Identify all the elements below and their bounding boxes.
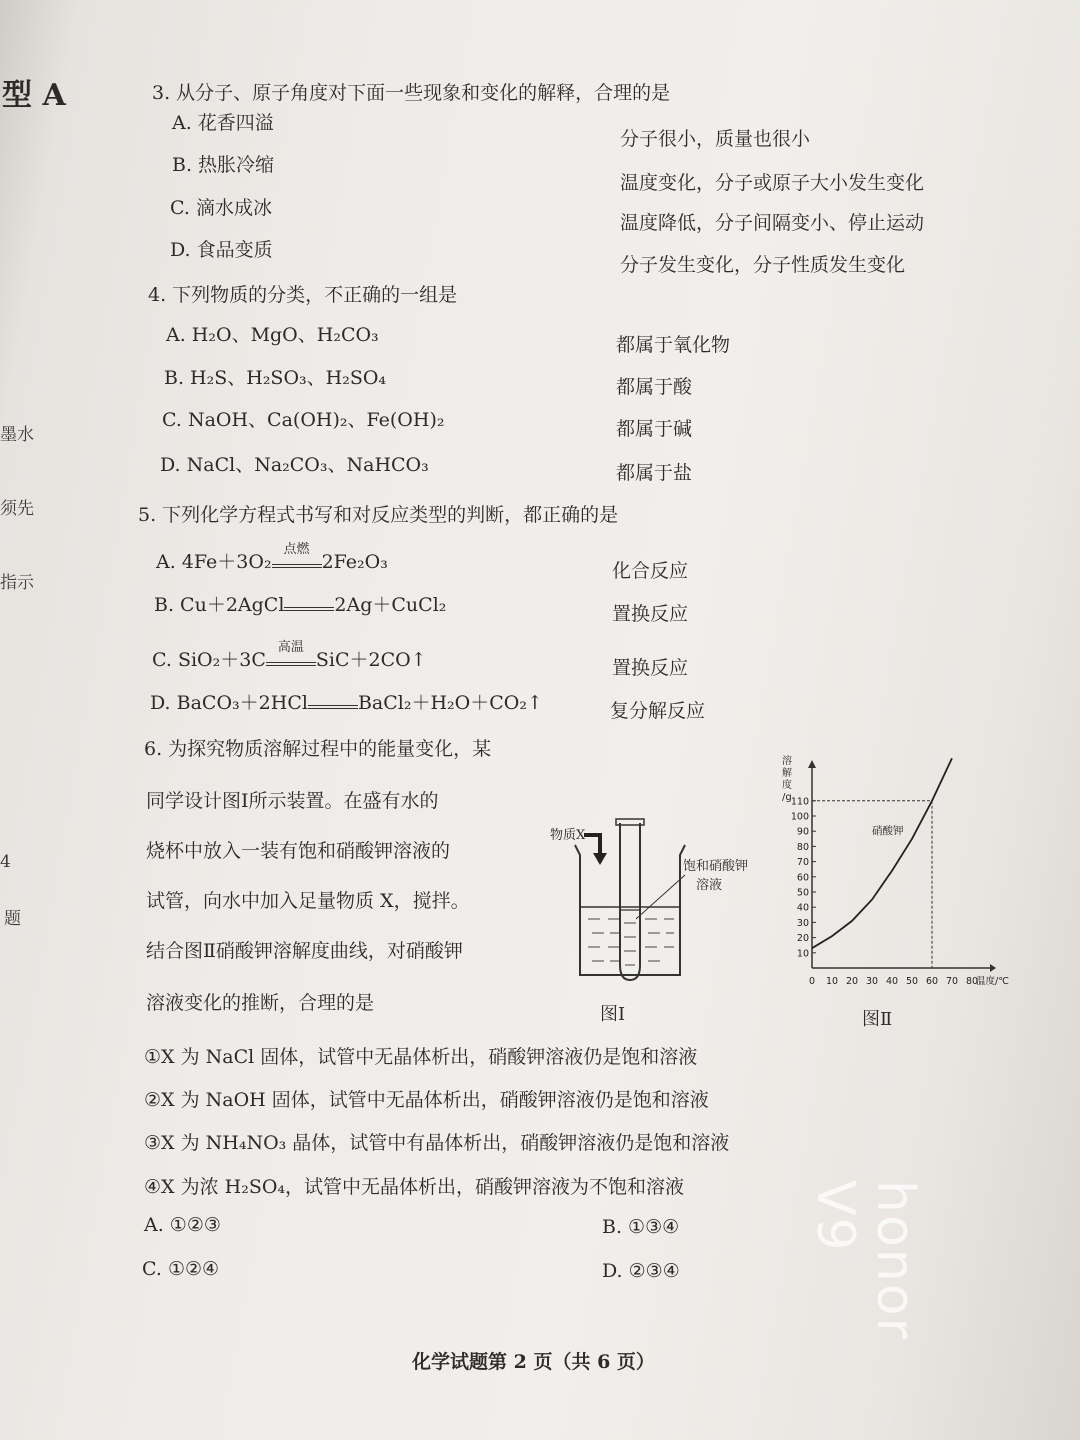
reaction-condition: 高温 <box>277 640 304 655</box>
margin-text: 指示 <box>0 573 34 593</box>
figure-1-apparatus <box>540 815 770 1030</box>
q6-choice-c: C. ①②④ <box>142 1258 220 1280</box>
figure-1-caption: 图Ⅰ <box>600 1004 626 1025</box>
q3-explain-a: 分子很小，质量也很小 <box>620 128 811 150</box>
reaction-condition: 点燃 <box>283 542 310 557</box>
y-tick-label: 20 <box>796 933 809 945</box>
question-6-stem-line: 6. 为探究物质溶解过程中的能量变化，某 <box>144 738 492 760</box>
q3-option-c: C. 滴水成冰 <box>170 197 272 219</box>
margin-text: 须先 <box>0 499 34 519</box>
x-tick-label: 80 <box>965 976 979 987</box>
y-axis-label: 溶 <box>782 756 792 767</box>
equals-with-condition <box>266 640 316 666</box>
q4-option-c: C. NaOH、Ca(OH)₂、Fe(OH)₂ <box>162 409 445 431</box>
q3-option-a: A. 花香四溢 <box>172 112 274 134</box>
x-tick-label: 60 <box>925 976 939 987</box>
q6-choice-a: A. ①②③ <box>144 1214 221 1236</box>
margin-text: 墨水 <box>0 425 34 445</box>
q6-statement-1: ①X 为 NaCl 固体，试管中无晶体析出，硝酸钾溶液仍是饱和溶液 <box>144 1046 698 1068</box>
q4-explain-b: 都属于酸 <box>616 376 693 398</box>
y-tick-label: 70 <box>796 857 809 869</box>
q5-type-b: 置换反应 <box>612 603 689 625</box>
y-tick-label: 50 <box>796 887 809 899</box>
x-axis-arrow <box>990 964 996 972</box>
q3-option-b: B. 热胀冷缩 <box>172 154 275 176</box>
q4-explain-d: 都属于盐 <box>616 462 693 484</box>
y-tick-label: 100 <box>790 811 809 823</box>
figure-1-label-solution-2: 溶液 <box>696 878 723 893</box>
y-tick-label: 60 <box>796 872 809 884</box>
margin-type-label: 型 A <box>2 78 66 113</box>
equation-left: D. BaCO₃＋2HCl <box>150 692 308 714</box>
q3-explain-b: 温度变化，分子或原子大小发生变化 <box>620 172 925 194</box>
x-tick-label: 50 <box>905 976 919 987</box>
equation-left: B. Cu＋2AgCl <box>154 594 285 616</box>
equals-with-condition <box>272 542 322 568</box>
camera-watermark: honor V9 <box>805 1180 925 1341</box>
q5-type-a: 化合反应 <box>612 560 689 582</box>
q3-explain-d: 分子发生变化，分子性质发生变化 <box>620 254 906 276</box>
y-tick-label: 10 <box>796 948 809 960</box>
margin-text: 题 <box>4 909 21 929</box>
q5-type-c: 置换反应 <box>612 657 689 679</box>
margin-text: 4 <box>0 852 11 872</box>
equals-sign <box>284 597 334 611</box>
question-6-stem-line: 同学设计图Ⅰ所示装置。在盛有水的 <box>146 790 439 812</box>
question-6-stem-line: 溶液变化的推断，合理的是 <box>146 992 375 1014</box>
x-tick-label: 40 <box>885 976 899 987</box>
x-tick-label: 0 <box>808 976 816 987</box>
equation-left: A. 4Fe＋3O₂ <box>156 551 272 573</box>
q6-choice-b: B. ①③④ <box>602 1216 680 1238</box>
q6-statement-3: ③X 为 NH₄NO₃ 晶体，试管中有晶体析出，硝酸钾溶液仍是饱和溶液 <box>144 1132 730 1154</box>
question-5-stem: 5. 下列化学方程式书写和对反应类型的判断，都正确的是 <box>138 504 619 526</box>
figure-1-label-x: 物质X <box>550 828 586 843</box>
x-tick-label: 30 <box>865 976 879 987</box>
q5-equation-b <box>154 590 446 617</box>
q4-option-a: A. H₂O、MgO、H₂CO₃ <box>166 324 379 346</box>
curve-label: 硝酸钾 <box>872 825 904 838</box>
q5-equation-d <box>150 688 543 715</box>
y-axis-arrow <box>808 760 816 768</box>
q6-statement-2: ②X 为 NaOH 固体，试管中无晶体析出，硝酸钾溶液仍是饱和溶液 <box>144 1089 709 1111</box>
x-tick-label: 10 <box>825 976 839 987</box>
x-tick-label: 70 <box>945 976 959 987</box>
y-tick-label: 90 <box>796 826 809 838</box>
equation-right: 2Fe₂O₃ <box>321 551 388 573</box>
q3-option-d: D. 食品变质 <box>170 239 273 261</box>
figure-2-solubility-chart <box>760 750 1009 995</box>
question-4-stem: 4. 下列物质的分类，不正确的一组是 <box>148 284 458 306</box>
equation-right: 2Ag＋CuCl₂ <box>334 594 447 616</box>
equals-sign <box>308 695 358 709</box>
page-footer: 化学试题第 2 页（共 6 页） <box>412 1351 655 1373</box>
y-tick-label: 80 <box>796 841 809 853</box>
q5-equation-c <box>152 640 427 672</box>
y-axis-label: 解 <box>782 768 792 779</box>
y-axis-label: 度 <box>782 780 792 791</box>
x-tick-label: 20 <box>845 976 859 987</box>
q5-type-d: 复分解反应 <box>610 700 706 722</box>
equation-right: BaCl₂＋H₂O＋CO₂↑ <box>357 692 543 714</box>
q5-equation-a <box>156 542 388 574</box>
q6-statement-4: ④X 为浓 H₂SO₄，试管中无晶体析出，硝酸钾溶液为不饱和溶液 <box>144 1176 685 1198</box>
series-line-potassium-nitrate <box>812 758 952 948</box>
q4-option-d: D. NaCl、Na₂CO₃、NaHCO₃ <box>160 454 429 476</box>
y-tick-label: 40 <box>796 902 809 914</box>
q6-choice-d: D. ②③④ <box>602 1260 680 1282</box>
question-3-stem: 3. 从分子、原子角度对下面一些现象和变化的解释，合理的是 <box>152 82 671 104</box>
y-tick-label: 30 <box>796 917 809 929</box>
question-6-stem-line: 试管，向水中加入足量物质 X，搅拌。 <box>146 890 470 912</box>
y-axis-label: /g <box>782 792 792 803</box>
question-6-stem-line: 烧杯中放入一装有饱和硝酸钾溶液的 <box>146 840 451 862</box>
q4-option-b: B. H₂S、H₂SO₃、H₂SO₄ <box>164 367 387 389</box>
y-tick-label: 110 <box>790 796 809 808</box>
x-axis-label: 温度/℃ <box>976 976 1009 987</box>
figure-1-label-solution: 饱和硝酸钾 <box>683 859 749 874</box>
q4-explain-a: 都属于氧化物 <box>616 334 731 356</box>
q3-explain-c: 温度降低，分子间隔变小、停止运动 <box>620 212 925 234</box>
equation-right: SiC＋2CO↑ <box>315 649 427 671</box>
equation-left: C. SiO₂＋3C <box>152 649 266 671</box>
question-6-stem-line: 结合图Ⅱ硝酸钾溶解度曲线，对硝酸钾 <box>146 940 463 962</box>
q4-explain-c: 都属于碱 <box>616 418 693 440</box>
figure-2-caption: 图Ⅱ <box>862 1009 893 1030</box>
